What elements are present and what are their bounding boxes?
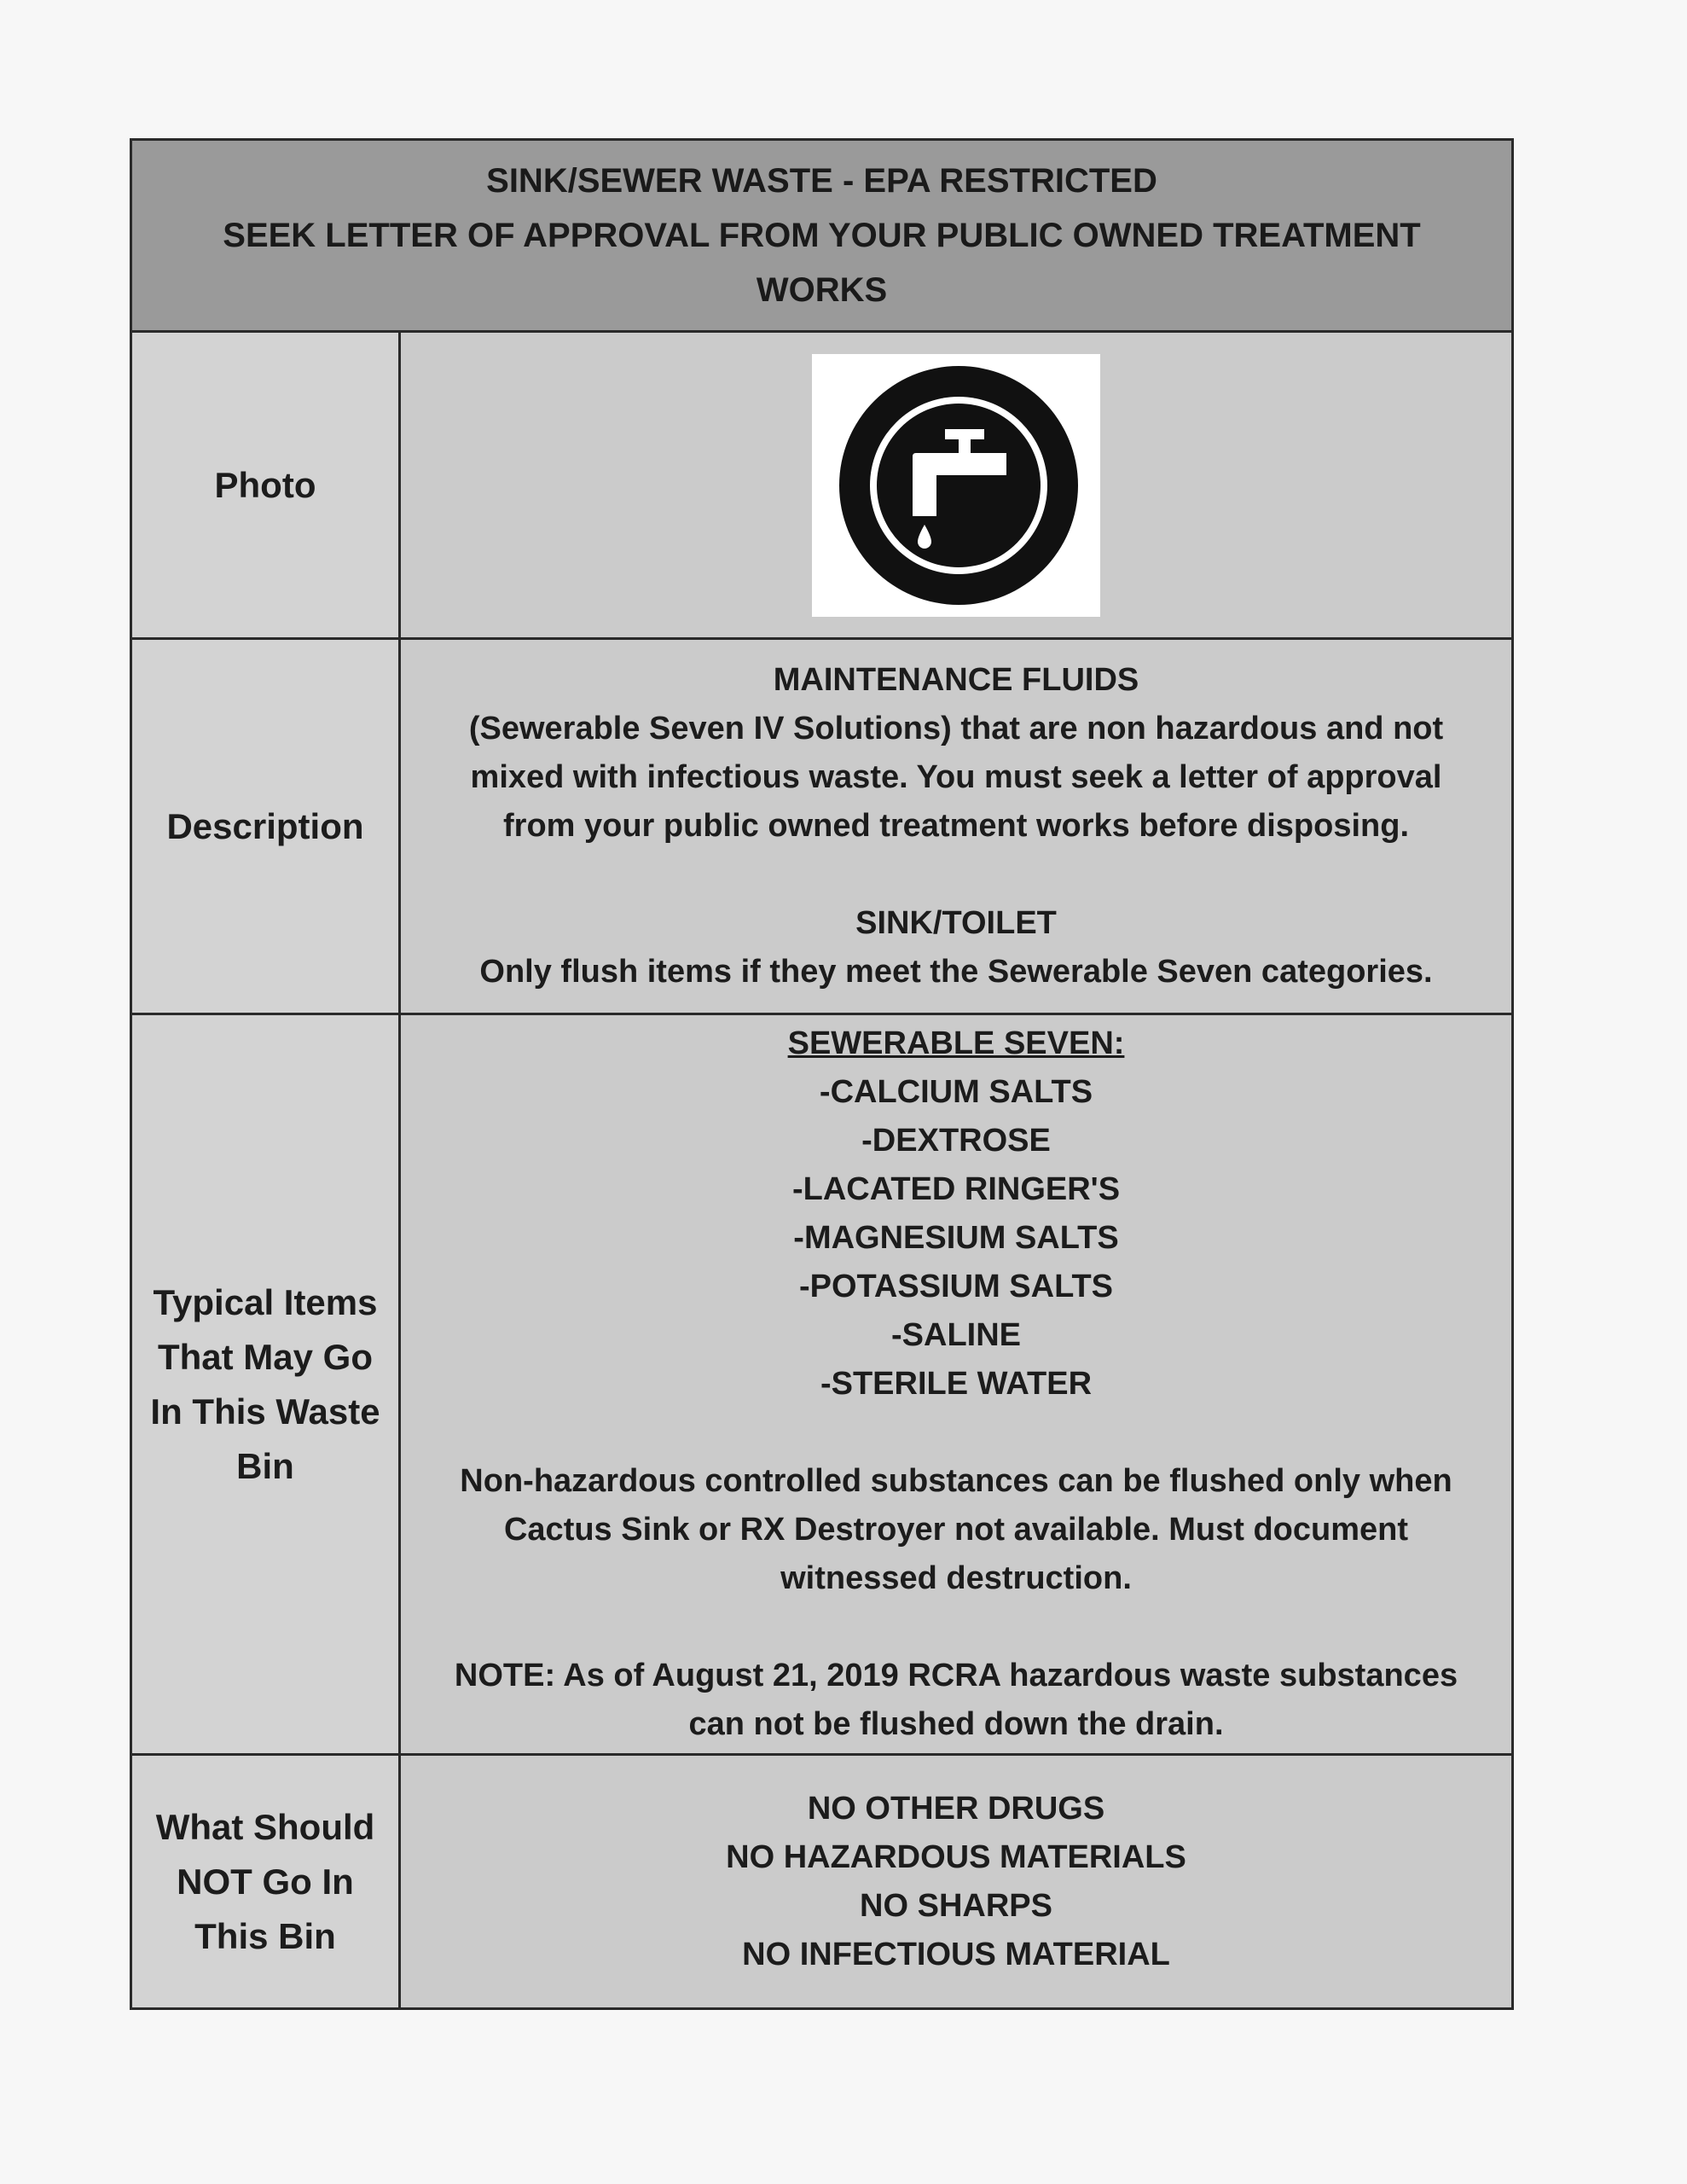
table-header xyxy=(131,140,1513,332)
label-line: What Should xyxy=(155,1806,375,1847)
not-allowed-label xyxy=(131,1755,400,2009)
list-item: NO HAZARDOUS MATERIALS xyxy=(726,1838,1186,1875)
header-line-1: SINK/SEWER WASTE - EPA RESTRICTED xyxy=(486,162,1157,200)
description-text-line: from your public owned treatment works before disposing. xyxy=(503,808,1410,844)
label-line: In This Waste xyxy=(150,1391,380,1432)
header-line-3: WORKS xyxy=(756,271,888,309)
controlled-substances-line: Cactus Sink or RX Destroyer not available. Must document xyxy=(503,1512,1409,1548)
photo-cell xyxy=(400,332,1513,639)
spacer xyxy=(401,851,1511,899)
note-line: NOTE: As of August 21, 2019 RCRA hazardous waste substances xyxy=(454,1658,1458,1693)
faucet-icon xyxy=(812,354,1100,617)
label-line: This Bin xyxy=(194,1915,336,1956)
label-line: That May Go xyxy=(157,1336,374,1377)
description-row xyxy=(131,639,1513,1014)
list-item: -DEXTROSE xyxy=(861,1123,1051,1159)
description-label: Description xyxy=(131,639,400,1014)
photo-label: Photo xyxy=(131,332,400,639)
label-line: NOT Go In xyxy=(177,1861,354,1902)
description-flush-text: Only flush items if they meet the Sewerable Seven categories. xyxy=(479,954,1433,990)
typical-items-cell xyxy=(400,1014,1513,1755)
list-item: -STERILE WATER xyxy=(820,1366,1093,1402)
not-allowed-row xyxy=(131,1755,1513,2009)
sewerable-seven-title: SEWERABLE SEVEN: xyxy=(787,1025,1125,1061)
list-item: -CALCIUM SALTS xyxy=(819,1074,1093,1110)
controlled-substances-line: Non-hazardous controlled substances can be flushed only when xyxy=(460,1463,1452,1499)
spacer xyxy=(401,1603,1511,1652)
label-line: Bin xyxy=(236,1445,294,1486)
description-text-line: mixed with infectious waste. You must seek a letter of approval xyxy=(470,759,1442,795)
description-text-line: (Sewerable Seven IV Solutions) that are non hazardous and not xyxy=(468,711,1444,746)
description-heading-maintenance: MAINTENANCE FLUIDS xyxy=(773,662,1139,698)
spacer xyxy=(401,1409,1511,1457)
header-row xyxy=(131,140,1513,332)
photo-row xyxy=(131,332,1513,639)
typical-items-row xyxy=(131,1014,1513,1755)
list-item: -MAGNESIUM SALTS xyxy=(793,1220,1119,1256)
waste-bin-table xyxy=(130,138,1514,2010)
list-item: -SALINE xyxy=(891,1317,1021,1353)
list-item: -POTASSIUM SALTS xyxy=(798,1269,1114,1304)
not-allowed-cell xyxy=(400,1755,1513,2009)
note-line: can not be flushed down the drain. xyxy=(688,1706,1224,1742)
list-item: -LACATED RINGER'S xyxy=(791,1171,1121,1207)
list-item: NO SHARPS xyxy=(860,1887,1052,1924)
controlled-substances-line: witnessed destruction. xyxy=(780,1560,1132,1596)
list-item: NO OTHER DRUGS xyxy=(807,1790,1105,1827)
description-cell xyxy=(400,639,1513,1014)
header-line-2: SEEK LETTER OF APPROVAL FROM YOUR PUBLIC OWNED TREATMENT xyxy=(223,217,1421,254)
list-item: NO INFECTIOUS MATERIAL xyxy=(742,1936,1170,1972)
label-line: Typical Items xyxy=(153,1281,378,1322)
description-heading-sink-toilet: SINK/TOILET xyxy=(855,905,1057,941)
typical-items-label xyxy=(131,1014,400,1755)
